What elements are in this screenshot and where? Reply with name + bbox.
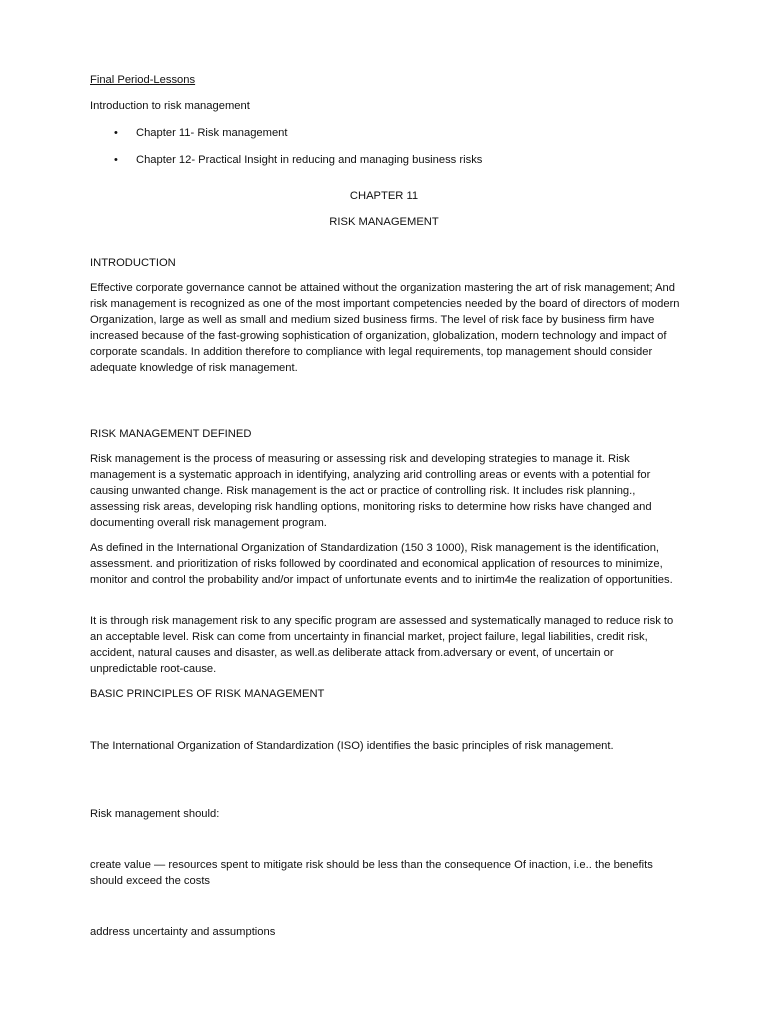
introduction-paragraph: Effective corporate governance cannot be attained without the organization mastering the art of risk management; And risk management is recognized as one of the most important competencies needed by the board of directors of modern Organization, large as well as small and medium sized business firms. The level of risk face by business firm have increased because of the fast-growing sophistication of organization, globalization, modern technology and impact of corporate scandals. In addition therefore to compliance with legal requirements, top management should consider adequate knowledge of risk management. [90, 282, 680, 374]
section-introduction-title: INTRODUCTION [90, 257, 176, 269]
defined-paragraph-2: As defined in the International Organization of Standardization (150 3 1000), Risk management is the identification, assessment. and prioritization of risks followed by coordinated and economical application of resources to minimize, monitor and control the probability and/or impact of unfortunate events and to inirtim4e the realization of opportunities. [90, 542, 673, 586]
intro-line: Introduction to risk management [90, 100, 250, 112]
bullet-marker: • [114, 127, 118, 139]
principles-paragraph-4: address uncertainty and assumptions [90, 926, 276, 938]
bullet-marker: • [114, 154, 118, 166]
defined-paragraph-3: It is through risk management risk to any specific program are assessed and systematically managed to reduce risk to an acceptable level. Risk can come from uncertainty in financial market, project failure, legal liabilities, credit risk, accident, natural causes and disaster, as well.as deliberate attack from.adversary or event, of uncertain or unpredictable root-cause. [90, 615, 674, 675]
defined-paragraph-1: Risk management is the process of measuring or assessing risk and developing strategies to manage it. Risk management is a systematic approach in identifying, analyzing arid controlling areas or events with a potential for causing unwanted change. Risk management is the act or practice of controlling risk. It includes risk planning., assessing risk areas, developing risk handling options, monitoring risks to determine how risks have changed and documenting overall risk management program. [90, 453, 652, 529]
doc-heading: Final Period-Lessons [90, 74, 196, 86]
bullet-item-chapter-11: Chapter 11- Risk management [136, 127, 288, 139]
principles-paragraph-1: The International Organization of Standardization (ISO) identifies the basic principles of risk management. [90, 740, 614, 752]
bullet-item-chapter-12: Chapter 12- Practical Insight in reducing and managing business risks [136, 154, 483, 166]
section-defined-title: RISK MANAGEMENT DEFINED [90, 428, 252, 440]
chapter-label: CHAPTER 11 [349, 190, 419, 203]
principles-paragraph-2: Risk management should: [90, 808, 220, 820]
chapter-title: RISK MANAGEMENT [329, 216, 439, 229]
principles-paragraph-3: create value — resources spent to mitigate risk should be less than the consequence Of inaction, i.e.. the benefits should exceed the costs [90, 859, 653, 887]
section-principles-title: BASIC PRINCIPLES OF RISK MANAGEMENT [90, 688, 325, 700]
